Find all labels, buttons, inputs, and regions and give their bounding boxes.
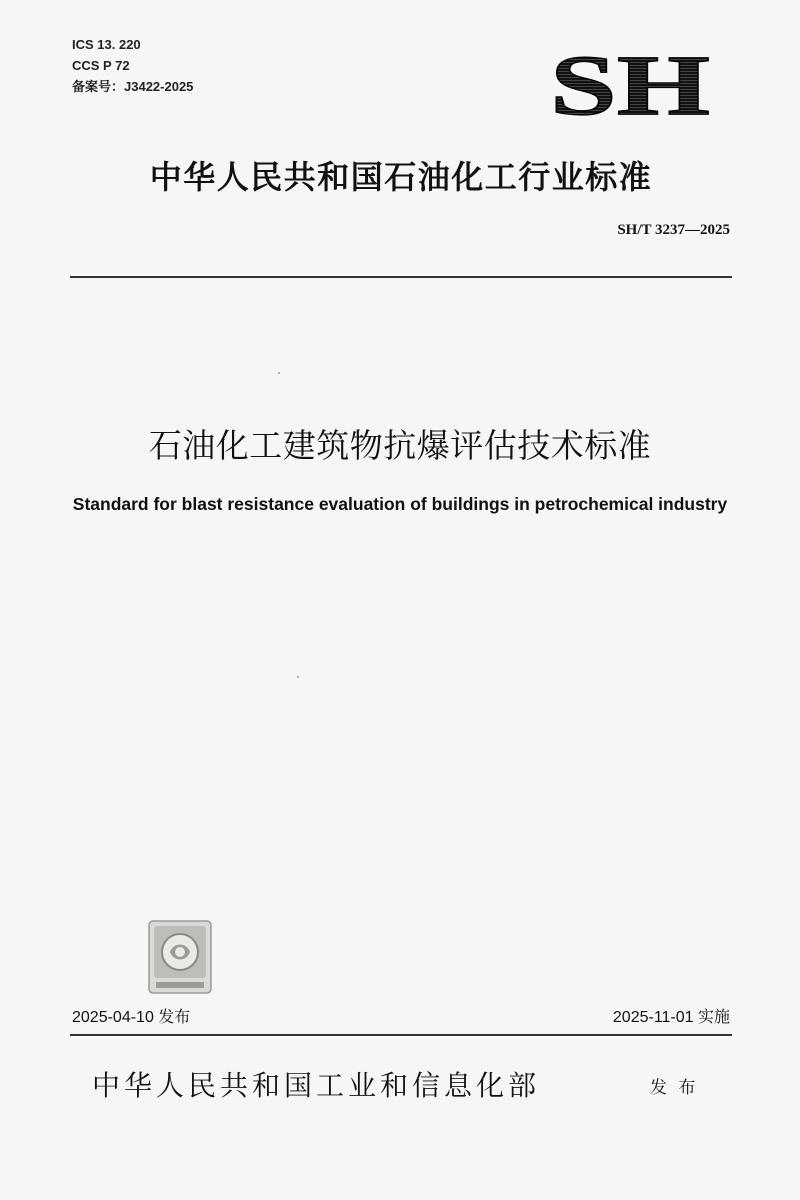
scan-speck bbox=[278, 372, 280, 374]
standard-number: SH/T 3237—2025 bbox=[617, 222, 730, 238]
sh-logo-icon bbox=[548, 50, 712, 122]
bottom-divider bbox=[70, 1034, 732, 1036]
classification-block bbox=[72, 34, 193, 97]
publish-label: 发 布 bbox=[650, 1078, 699, 1098]
title-english: Standard for blast resistance evaluation of buildings in petrochemical industry bbox=[72, 494, 728, 514]
publisher-seal-icon bbox=[148, 920, 212, 994]
publisher-name: 中华人民共和国工业和信息化部 bbox=[92, 1069, 541, 1102]
filing-number: 备案号：J3422-2025 bbox=[72, 79, 194, 94]
ics-code: ICS 13. 220 bbox=[72, 37, 141, 52]
scan-speck bbox=[297, 676, 299, 678]
effective-date: 2025-11-01 实施 bbox=[612, 1009, 730, 1026]
svg-text:SH: SH bbox=[550, 50, 710, 122]
ccs-code: CCS P 72 bbox=[72, 58, 130, 73]
standard-category: 中华人民共和国石油化工行业标准 bbox=[149, 158, 653, 196]
title-chinese: 石油化工建筑物抗爆评估技术标准 bbox=[148, 426, 652, 465]
issue-date: 2025-04-10 发布 bbox=[72, 1009, 191, 1026]
top-divider bbox=[70, 276, 732, 278]
